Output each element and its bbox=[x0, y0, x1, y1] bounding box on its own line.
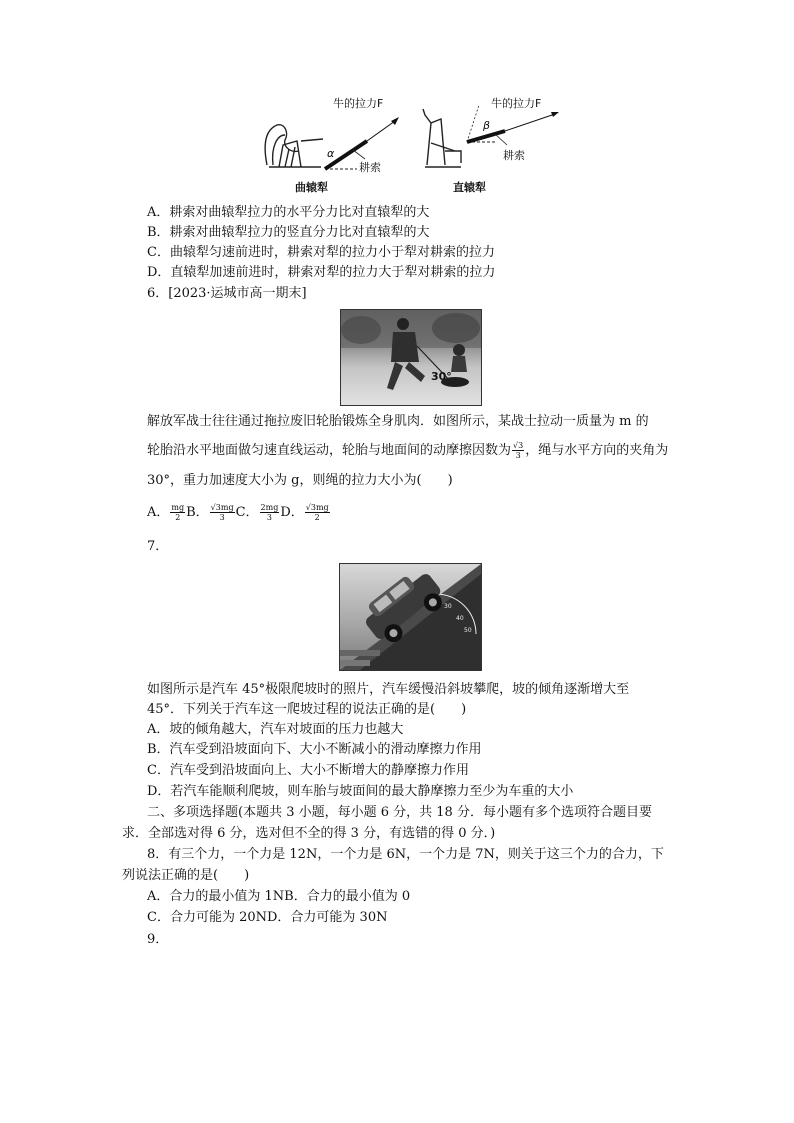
curved-plow-drawing bbox=[265, 125, 323, 167]
q7-text-line1: 如图所示是汽车 45°极限爬坡时的照片，汽车缓慢沿斜坡攀爬，坡的倾角逐渐增大至 bbox=[147, 682, 630, 697]
svg-text:50: 50 bbox=[464, 627, 472, 634]
q6-text-line3: 30°，重力加速度大小为 g，则绳的拉力大小为( ) bbox=[147, 473, 453, 488]
section2-heading-line2: 求．全部选对得 6 分，选对但不全的得 3 分，有选错的得 0 分．) bbox=[122, 826, 496, 841]
q8-line1: 8．有三个力，一个力是 12N，一个力是 6N，一个力是 7N，则关于这三个力的合力，下 bbox=[147, 847, 664, 862]
q6-text-line2 bbox=[147, 441, 668, 460]
q6-option-c-label: C． bbox=[235, 505, 259, 520]
q6-option-c-value bbox=[260, 503, 280, 522]
q7-text-line2: 45°．下列关于汽车这一爬坡过程的说法正确的是( ) bbox=[147, 702, 467, 717]
caption-straight-plow: 直辕犁 bbox=[453, 181, 486, 194]
rope-label-left: 耕索 bbox=[359, 161, 381, 174]
plow-figure bbox=[255, 95, 575, 195]
force-label-left: 牛的拉力F bbox=[333, 97, 384, 110]
q6-option-b-den: 3 bbox=[219, 513, 225, 522]
svg-text:40: 40 bbox=[456, 615, 464, 622]
q6-option-b-num: √3mg bbox=[210, 503, 234, 512]
soldier-tire-sketch bbox=[341, 310, 481, 405]
q6-header: 6．[2023·运城市高一期末] bbox=[147, 286, 307, 301]
q6-text-line2b: ，绳与水平方向的夹角为 bbox=[525, 443, 669, 458]
angle-alpha-label: α bbox=[327, 147, 335, 160]
q5-option-c: C．曲辕犁匀速前进时，耕索对犁的拉力小于犁对耕索的拉力 bbox=[147, 245, 495, 260]
photo-angle-label: 30° bbox=[431, 370, 452, 383]
svg-text:30: 30 bbox=[444, 603, 452, 610]
q7-option-b: B．汽车受到沿坡面向下、大小不断减小的滑动摩擦力作用 bbox=[147, 742, 482, 757]
rope-label-right: 耕索 bbox=[503, 149, 525, 162]
q9-number: 9． bbox=[147, 932, 169, 947]
q6-option-c-num: 2mg bbox=[260, 503, 279, 512]
mu-fraction bbox=[512, 441, 524, 460]
q6-option-d-value bbox=[305, 503, 330, 522]
q8-line2: 列说法正确的是( ) bbox=[122, 868, 250, 883]
mu-denominator: 3 bbox=[515, 451, 521, 460]
q6-option-a-den: 2 bbox=[175, 513, 181, 522]
q6-option-b-label: B． bbox=[186, 505, 209, 520]
straight-plow-drawing bbox=[423, 109, 461, 167]
q7-number: 7． bbox=[147, 539, 169, 554]
q5-option-d: D．直辕犁加速前进时，耕索对犁的拉力大于犁对耕索的拉力 bbox=[147, 265, 496, 280]
q6-option-c-den: 3 bbox=[266, 513, 272, 522]
car-slope-sketch bbox=[340, 564, 481, 670]
section2-heading-line1: 二、多项选择题(本题共 3 小题，每小题 6 分，共 18 分．每小题有多个选项符合题目要 bbox=[147, 805, 652, 820]
caption-curved-plow: 曲辕犁 bbox=[295, 181, 328, 194]
q6-option-b-value bbox=[210, 503, 235, 522]
mu-numerator: √3 bbox=[513, 441, 524, 450]
q5-option-b: B．耕索对曲辕犁拉力的竖直分力比对直辕犁的大 bbox=[147, 225, 430, 240]
angle-beta-label: β bbox=[483, 119, 491, 132]
q5-option-a: A．耕索对曲辕犁拉力的水平分力比对直辕犁的大 bbox=[147, 205, 430, 220]
q7-option-a: A．坡的倾角越大，汽车对坡面的压力也越大 bbox=[147, 722, 404, 737]
q6-text-line1: 解放军战士往往通过拖拉废旧轮胎锻炼全身肌肉．如图所示，某战士拉动一质量为 m 的 bbox=[147, 414, 649, 429]
q6-option-d-label: D． bbox=[280, 505, 304, 520]
q6-option-d-den: 2 bbox=[314, 513, 320, 522]
q8-options-line1: A．合力的最小值为 1NB．合力的最小值为 0 bbox=[147, 889, 411, 904]
force-label-right: 牛的拉力F bbox=[491, 97, 542, 110]
q6-option-a-num: mg bbox=[171, 503, 185, 512]
q6-option-a-value bbox=[170, 503, 185, 522]
q6-options bbox=[147, 503, 331, 522]
q6-option-d-num: √3mg bbox=[305, 503, 329, 512]
q6-option-a-label: A． bbox=[147, 505, 170, 520]
q7-option-c: C．汽车受到沿坡面向上、大小不断增大的静摩擦力作用 bbox=[147, 763, 469, 778]
soldier-tire-photo bbox=[340, 309, 482, 406]
q7-option-d: D．若汽车能顺利爬坡，则车胎与坡面间的最大静摩擦力至少为车重的大小 bbox=[147, 784, 574, 799]
q6-text-line2a: 轮胎沿水平地面做匀速直线运动，轮胎与地面间的动摩擦因数为 bbox=[147, 443, 512, 458]
car-slope-photo bbox=[339, 563, 482, 671]
q8-options-line2: C．合力可能为 20ND．合力可能为 30N bbox=[147, 910, 388, 925]
